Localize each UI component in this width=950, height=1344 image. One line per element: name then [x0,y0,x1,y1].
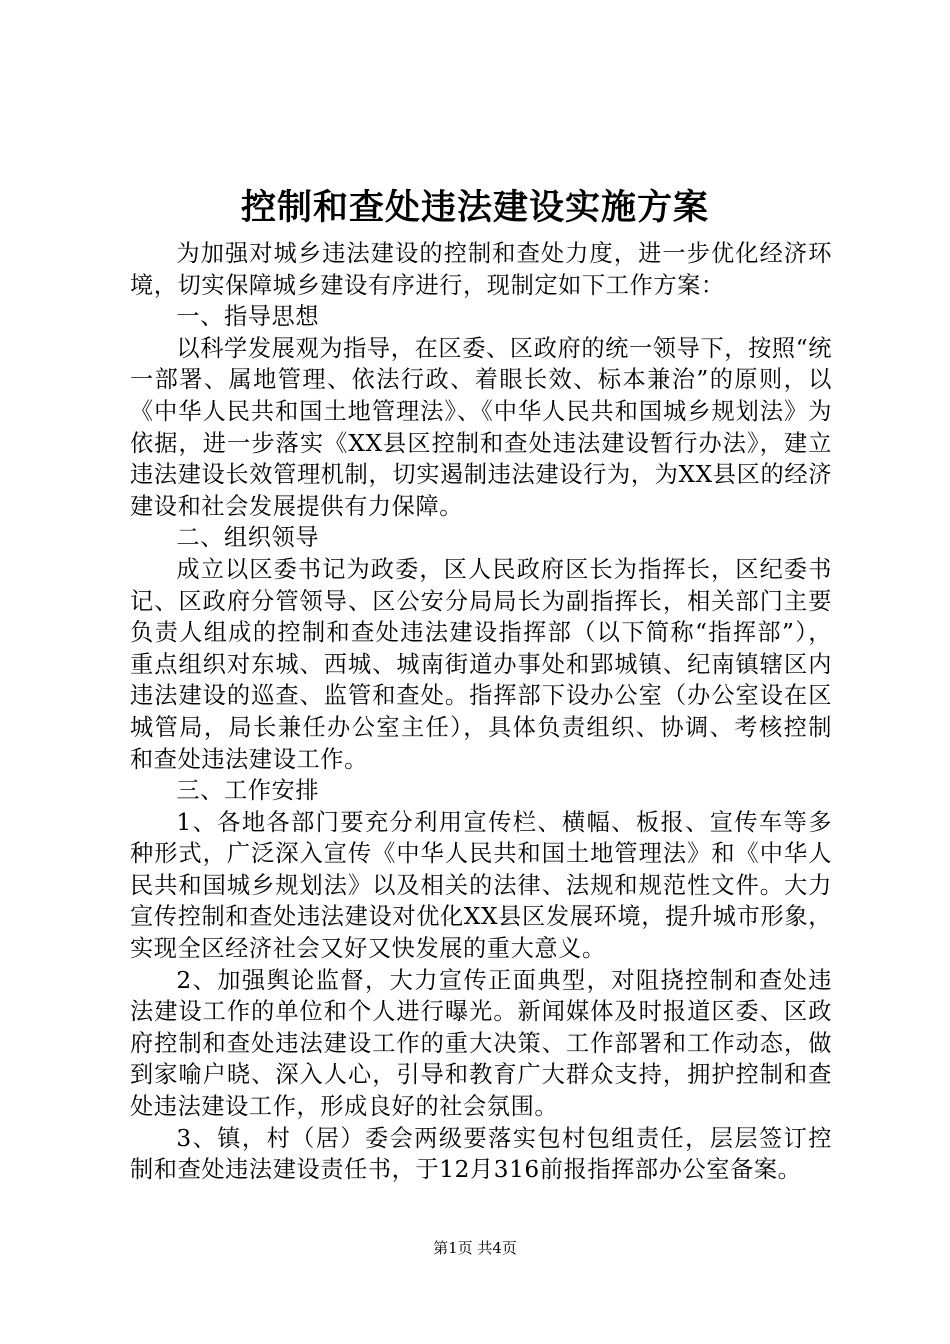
work-item-3-paragraph: 3、镇，村（居）委会两级要落实包村包组责任，层层签订控制和查处违法建设责任书，于12月316前报指挥部办公室备案。 [130,1124,832,1184]
intro-paragraph: 为加强对城乡违法建设的控制和查处力度，进一步优化经济环境，切实保障城乡建设有序进行，现制定如下工作方案： [130,240,832,299]
section-heading-organization: 二、组织领导 [176,524,320,552]
section-heading-work-arrangement: 三、工作安排 [176,777,320,805]
organization-paragraph: 成立以区委书记为政委，区人民政府区长为指挥长，区纪委书记、区政府分管领导、区公安分局局长为副指挥长，相关部门主要负责人组成的控制和查处违法建设指挥部（以下简称“指挥部”），重点组织对东城、西城、城南街道办事处和郢城镇、纪南镇辖区内违法建设的巡查、监管和查处。指挥部下设办公室（办公室设在区城管局，局长兼任办公室主任），具体负责组织、协调、考核控制和查处违法建设工作。 [130,555,832,773]
document-body [130,238,832,1186]
document-title: 控制和查处违法建设实施方案 [240,187,709,228]
section-heading-guiding-ideology: 一、指导思想 [176,303,320,331]
page-number-footer: 第1页 共4页 [433,1239,517,1257]
guiding-ideology-paragraph: 以科学发展观为指导，在区委、区政府的统一领导下，按照“统一部署、属地管理、依法行政、着眼长效、标本兼治”的原则，以《中华人民共和国土地管理法》、《中华人民共和国城乡规划法》为依据，进一步落实《XX县区控制和查处违法建设暂行办法》，建立违法建设长效管理机制，切实遏制违法建设行为，为XX县区的经济建设和社会发展提供有力保障。 [130,334,832,520]
work-item-1-paragraph: 1、各地各部门要充分利用宣传栏、横幅、板报、宣传车等多种形式，广泛深入宣传《中华人民共和国土地管理法》和《中华人民共和国城乡规划法》以及相关的法律、法规和规范性文件。大力宣传控制和查处违法建设对优化XX县区发展环境，提升城市形象，实现全区经济社会又好又快发展的重大意义。 [130,808,832,963]
work-item-2-paragraph: 2、加强舆论监督，大力宣传正面典型，对阻挠控制和查处违法建设工作的单位和个人进行曝光。新闻媒体及时报道区委、区政府控制和查处违法建设工作的重大决策、工作部署和工作动态，做到家喻户晓、深入人心，引导和教育广大群众支持，拥护控制和查处违法建设工作，形成良好的社会氛围。 [130,966,832,1121]
